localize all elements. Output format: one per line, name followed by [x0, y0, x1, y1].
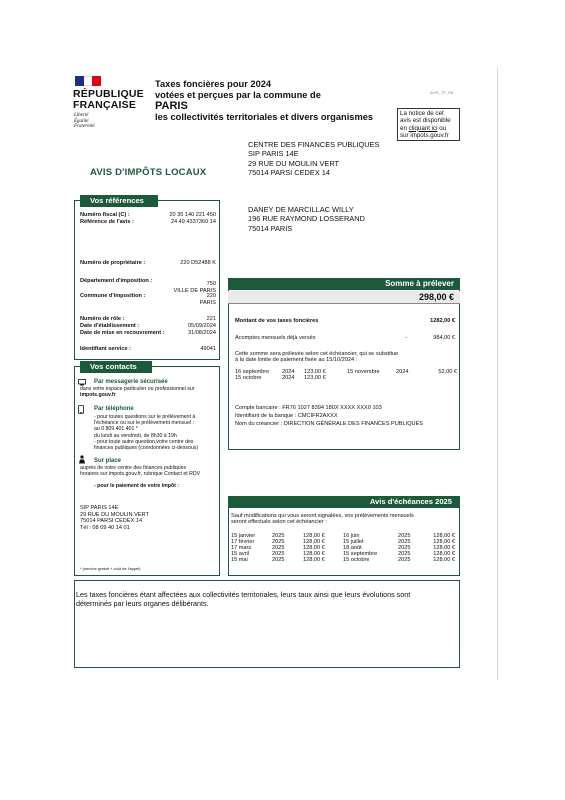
sip-line-3: 75014 PARSI CEDEX 14 [80, 518, 143, 525]
e2025-r1-montant: 128,00 € [433, 533, 455, 539]
echeance-3-annee: 2024 [396, 369, 409, 375]
person-icon [78, 455, 86, 464]
echeance-3-date: 15 novembre [347, 369, 380, 375]
republique-francaise-logo [73, 89, 144, 111]
bottom-line-2: déterminés par leurs organes délibérants. [76, 599, 209, 608]
place-line-1: auprès de votre centre des finances publiques [80, 465, 187, 471]
e2025-l4-annee: 2025 [272, 551, 285, 557]
montant-row [235, 318, 455, 325]
echeance-1-annee: 2024 [282, 369, 295, 375]
service-label: Identifiant service : [80, 346, 131, 352]
notice-line-1: La notice de cet [400, 110, 444, 117]
e2025-l1-date: 15 janvier [231, 533, 256, 539]
centre-line-3: 29 RUE DU MOULIN VERT [248, 158, 340, 168]
numero-fiscal-row [80, 212, 216, 219]
proprietaire-value: 220 D52488 K [180, 260, 216, 266]
proprietaire-row [80, 260, 216, 267]
notice-link[interactable]: cliquant ici [408, 124, 438, 132]
computer-icon [78, 379, 86, 386]
tel-line-6: finances publiques (coordonnées ci-dessous) [94, 445, 199, 452]
avis-code: AVIS_TF_R6 [430, 90, 454, 95]
etablissement-row [80, 323, 216, 330]
departement-value: 750 [206, 281, 216, 287]
e2025-r5-montant: 128,00 € [433, 557, 455, 563]
sip-phone: Tél : 08 09 40 14 01 [80, 524, 130, 531]
notice-line-2: avis est disponible [400, 117, 451, 125]
commune-nom: PARIS [199, 300, 216, 306]
telephone-text-2 [94, 433, 218, 452]
echeance-2-annee: 2024 [282, 375, 295, 381]
e2025-l4-montant: 128,00 € [303, 551, 325, 557]
notice-line-3 [400, 125, 457, 132]
echeances-text-line-2: seront effectués selon cet échéancier : [231, 519, 327, 526]
montant-label: Montant de vos taxes foncières [235, 318, 319, 324]
title-line-2: votées et perçues par la commune de [155, 90, 321, 100]
echeance-1-montant: 123,00 € [304, 369, 326, 375]
service-row [80, 346, 216, 353]
e2025-l3-montant: 128,00 € [303, 545, 325, 551]
acomptes-row [235, 335, 455, 342]
centre-line-4: 75014 PARSI CEDEX 14 [248, 167, 331, 177]
notice-pre: en [400, 124, 409, 132]
echeance-1-date: 16 septembre [235, 369, 270, 375]
marianne-flag-icon [75, 76, 101, 86]
telephone-text [94, 414, 216, 433]
e2025-r3-annee: 2025 [398, 545, 411, 551]
recouvrement-row [80, 330, 216, 337]
e2025-l2-montant: 128,00 € [303, 539, 325, 545]
echeances-text-line-1: Sauf modifications qui vous seront signalées, vos prélèvements mensuels [231, 513, 414, 519]
e2025-l2-annee: 2025 [272, 539, 285, 545]
messagerie-heading: Par messagerie sécurisée [94, 379, 168, 385]
echeancier-2024 [235, 369, 457, 383]
echeance-2-date: 15 octobre [235, 375, 262, 381]
departement-row [80, 278, 216, 285]
e2025-r3-montant: 128,00 € [433, 545, 455, 551]
recipient-address [248, 205, 365, 233]
phone-icon [78, 405, 84, 414]
notice-box [397, 108, 460, 141]
tel-line-2: l'échéance ou sur le prélèvement mensuel : [94, 420, 194, 427]
notice-post: ou [437, 124, 447, 132]
e2025-l3-annee: 2025 [272, 545, 285, 551]
contacts-tab: Vos contacts [80, 361, 152, 373]
e2025-r4-montant: 128,00 € [433, 551, 455, 557]
commune-value: 220 [206, 293, 216, 299]
logo-line-1: RÉPUBLIQUE [73, 88, 144, 100]
messagerie-line-1: dans votre espace particulier ou professionnel sur [80, 386, 195, 392]
bottom-info-text [76, 590, 458, 608]
service-value: 49041 [200, 346, 216, 352]
avis-title: AVIS D'IMPÔTS LOCAUX [90, 167, 207, 178]
compte-bancaire: Compte bancaire : FR76 1027 8394 180X XXXX XXX0 103 [235, 405, 382, 411]
reference-avis-value: 24 49 4337360 14 [170, 219, 216, 225]
acomptes-label: Acomptes mensuels déjà versés [235, 335, 316, 341]
sur-place-text [80, 465, 216, 477]
contacts-footnote: * (service gratuit + coût de l'appel) [80, 566, 141, 571]
devise-fraternite: Fraternité [74, 124, 95, 129]
somme-text-line-2: à la date limite de paiement fixée au 15/10/2024 : [235, 357, 358, 364]
etablissement-label: Date d'établissement : [80, 323, 140, 329]
somme-text-line-1: Cette somme sera prélevée selon cet échéancier, qui se substitue [235, 351, 399, 357]
e2025-r1-annee: 2025 [398, 533, 411, 539]
document-title [155, 79, 373, 123]
centre-address [248, 140, 379, 177]
reference-avis-row [80, 219, 216, 226]
logo-line-2: FRANÇAISE [73, 99, 137, 111]
devise-egalite: Égalité [74, 118, 89, 124]
bank-details [235, 404, 457, 428]
nom-creancier: Nom du créancier : DIRECTION GÉNÉRALE DES FINANCES PUBLIQUES [235, 421, 424, 427]
commune-label: Commune d'imposition : [80, 293, 146, 299]
echeances-tab: Avis d'échéances 2025 [228, 496, 460, 508]
departement-label: Département d'imposition : [80, 278, 153, 284]
tel-line-4: du lundi au vendredi, de 8h30 à 19h [94, 433, 177, 439]
numero-fiscal-label: Numéro fiscal (C) : [80, 212, 130, 218]
page-edge-line [497, 68, 498, 680]
montant-value: 1282,00 € [430, 318, 455, 324]
echeance-2-montant: 123,00 € [304, 375, 326, 381]
devise [74, 113, 95, 130]
paiement-heading: - pour le paiement de votre impôt : [94, 483, 180, 489]
echeances-text [231, 513, 457, 525]
notice-line-4: sur impots.gouv.fr [400, 131, 449, 139]
e2025-l5-date: 15 mai [231, 557, 248, 563]
title-line-1: Taxes foncières pour 2024 [155, 79, 272, 89]
tel-line-1: - pour toutes questions sur le prélèvement à [94, 414, 196, 420]
tel-line-5: - pour toute autre question,votre centre des [94, 439, 194, 446]
e2025-l5-annee: 2025 [272, 557, 285, 563]
place-line-2: horaires sur impots.gouv.fr, rubrique Contact et RDV [80, 471, 201, 478]
e2025-r1-date: 16 juin [343, 533, 360, 539]
sip-line-1: SIP PARIS 14E [80, 505, 119, 511]
e2025-l4-date: 15 avril [231, 551, 250, 557]
departement-nom: VILLE DE PARIS [173, 288, 216, 294]
e2025-r2-montant: 128,00 € [433, 539, 455, 545]
recouvrement-label: Date de mise en recouvrement : [80, 330, 165, 336]
title-line-4: les collectivités territoriales et divers organismes [155, 112, 374, 122]
recipient-street: 196 RUE RAYMOND LOSSERAND [248, 214, 365, 224]
e2025-r2-date: 15 juillet [343, 539, 364, 545]
recouvrement-value: 31/08/2024 [188, 330, 216, 336]
acomptes-value: 984,00 € [433, 335, 455, 341]
echeancier-2025 [231, 533, 455, 567]
title-line-3: PARIS [155, 100, 188, 112]
recipient-name: DANEY DE MARCILLAC WILLY [248, 205, 354, 214]
telephone-heading: Par téléphone [94, 406, 134, 412]
e2025-l1-montant: 128,00 € [303, 533, 325, 539]
numero-fiscal-value: 20 35 140 221 450 [169, 212, 216, 218]
e2025-r5-date: 15 octobre [343, 557, 370, 563]
bottom-line-1: Les taxes foncières étant affectées aux collectivités territoriales, leurs taux ainsi que leurs évolutions sont [76, 590, 411, 599]
e2025-l3-date: 17 mars [231, 545, 252, 551]
somme-text [235, 351, 457, 363]
e2025-r3-date: 18 août [343, 545, 362, 551]
e2025-l5-montant: 128,00 € [303, 557, 325, 563]
references-tab: Vos références [80, 195, 158, 207]
messagerie-link[interactable]: impots.gouv.fr [80, 392, 116, 399]
role-value: 221 [206, 316, 216, 322]
sip-line-2: 29 RUE DU MOULIN VERT [80, 511, 149, 518]
commune-row [80, 293, 216, 300]
e2025-r5-annee: 2025 [398, 557, 411, 563]
tel-line-3: au 0 809 401 401 * [94, 426, 138, 433]
acomptes-sign: - [405, 335, 407, 341]
role-label: Numéro de rôle : [80, 316, 125, 322]
e2025-l1-annee: 2025 [272, 533, 285, 539]
centre-line-1: CENTRE DES FINANCES PUBLIQUES [248, 140, 380, 149]
e2025-r2-annee: 2025 [398, 539, 411, 545]
messagerie-text [80, 386, 216, 398]
centre-line-2: SIP PARIS 14E [248, 149, 299, 159]
sip-address [80, 505, 149, 531]
echeance-3-montant: 52,00 € [438, 369, 457, 375]
role-row [80, 316, 216, 323]
e2025-l2-date: 17 février [231, 539, 255, 545]
e2025-r4-date: 15 septembre [343, 551, 378, 557]
somme-tab: Somme à prélever [228, 278, 460, 290]
somme-amount: 298,00 € [228, 291, 460, 304]
identifiant-banque: Identifiant de la banque : CMCIFR2AXXX [235, 413, 338, 419]
etablissement-value: 05/09/2024 [188, 323, 216, 329]
devise-liberte: Liberté [74, 113, 89, 118]
e2025-r4-annee: 2025 [398, 551, 411, 557]
recipient-city: 75014 PARIS [248, 223, 293, 233]
reference-avis-label: Référence de l'avis : [80, 219, 134, 225]
proprietaire-label: Numéro de propriétaire : [80, 260, 146, 266]
sur-place-heading: Sur place [94, 458, 122, 464]
